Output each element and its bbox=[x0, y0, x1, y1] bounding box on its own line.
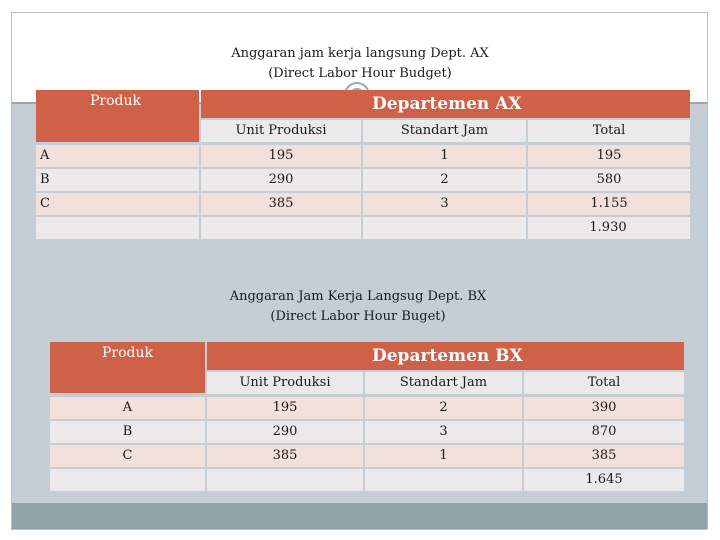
table-ax-column-header-row bbox=[201, 120, 690, 142]
table-bx-unit-a: 195 bbox=[207, 397, 363, 419]
table-bx-produk-b: B bbox=[50, 421, 205, 443]
table-bx-total-b: 870 bbox=[524, 421, 684, 443]
table-ax-title-line1: Anggaran jam kerja langsung Dept. AX bbox=[231, 46, 489, 61]
table-row bbox=[50, 445, 684, 467]
table-bx-total-a: 390 bbox=[524, 397, 684, 419]
table-row bbox=[36, 169, 690, 191]
table-ax-produk-b: B bbox=[36, 169, 199, 191]
table-bx-title bbox=[208, 287, 508, 327]
table-ax-title-line2: (Direct Labor Hour Budget) bbox=[268, 66, 452, 81]
table-ax-total-b: 580 bbox=[528, 169, 690, 191]
table-bx-dept-header: Departemen BX bbox=[372, 346, 523, 366]
table-ax-produk-a: A bbox=[36, 145, 199, 167]
table-ax-col-unit: Unit Produksi bbox=[201, 120, 361, 142]
table-ax-empty-2 bbox=[201, 217, 361, 239]
table-ax-grand-total: 1.930 bbox=[589, 220, 627, 235]
table-bx-jam-c: 1 bbox=[365, 445, 522, 467]
table-bx-total-c: 385 bbox=[524, 445, 684, 467]
table-ax-jam-c: 3 bbox=[363, 193, 526, 215]
table-bx-produk-c: C bbox=[50, 445, 205, 467]
table-bx-produk-a: A bbox=[50, 397, 205, 419]
table-ax-col-total: Total bbox=[528, 120, 690, 142]
table-row bbox=[36, 193, 690, 215]
table-ax-dept-header: Departemen AX bbox=[372, 94, 522, 114]
table-bx-jam-b: 3 bbox=[365, 421, 522, 443]
table-ax-unit-a: 195 bbox=[201, 145, 361, 167]
table-row bbox=[36, 145, 690, 167]
bottom-bar bbox=[12, 503, 707, 529]
table-ax-total-c: 1.155 bbox=[528, 193, 690, 215]
table-bx-empty-1 bbox=[50, 469, 205, 491]
table-bx-grand-total: 1.645 bbox=[585, 472, 623, 487]
table-ax-jam-b: 2 bbox=[363, 169, 526, 191]
table-bx-produk-header: Produk bbox=[102, 345, 154, 361]
table-bx-column-header-row bbox=[207, 372, 684, 394]
table-bx-empty-3 bbox=[365, 469, 522, 491]
table-bx-col-standart: Standart Jam bbox=[365, 372, 522, 394]
table-bx-title-line1: Anggaran Jam Kerja Langsug Dept. BX bbox=[229, 289, 487, 304]
table-ax-jam-a: 1 bbox=[363, 145, 526, 167]
table-bx-title-line2: (Direct Labor Hour Buget) bbox=[270, 309, 446, 324]
table-ax-empty-1 bbox=[36, 217, 199, 239]
table-bx-col-unit: Unit Produksi bbox=[207, 372, 363, 394]
table-ax-produk-header: Produk bbox=[90, 93, 142, 109]
table-bx-col-total: Total bbox=[524, 372, 684, 394]
table-ax-produk-c: C bbox=[36, 193, 199, 215]
table-ax-col-standart: Standart Jam bbox=[363, 120, 526, 142]
table-bx-unit-b: 290 bbox=[207, 421, 363, 443]
table-row bbox=[50, 421, 684, 443]
table-ax-empty-3 bbox=[363, 217, 526, 239]
table-ax-unit-c: 385 bbox=[201, 193, 361, 215]
table-ax-total-a: 195 bbox=[528, 145, 690, 167]
table-bx-empty-2 bbox=[207, 469, 363, 491]
table-bx-unit-c: 385 bbox=[207, 445, 363, 467]
table-row bbox=[50, 397, 684, 419]
table-ax-unit-b: 290 bbox=[201, 169, 361, 191]
table-ax-title bbox=[210, 44, 510, 84]
table-bx-jam-a: 2 bbox=[365, 397, 522, 419]
